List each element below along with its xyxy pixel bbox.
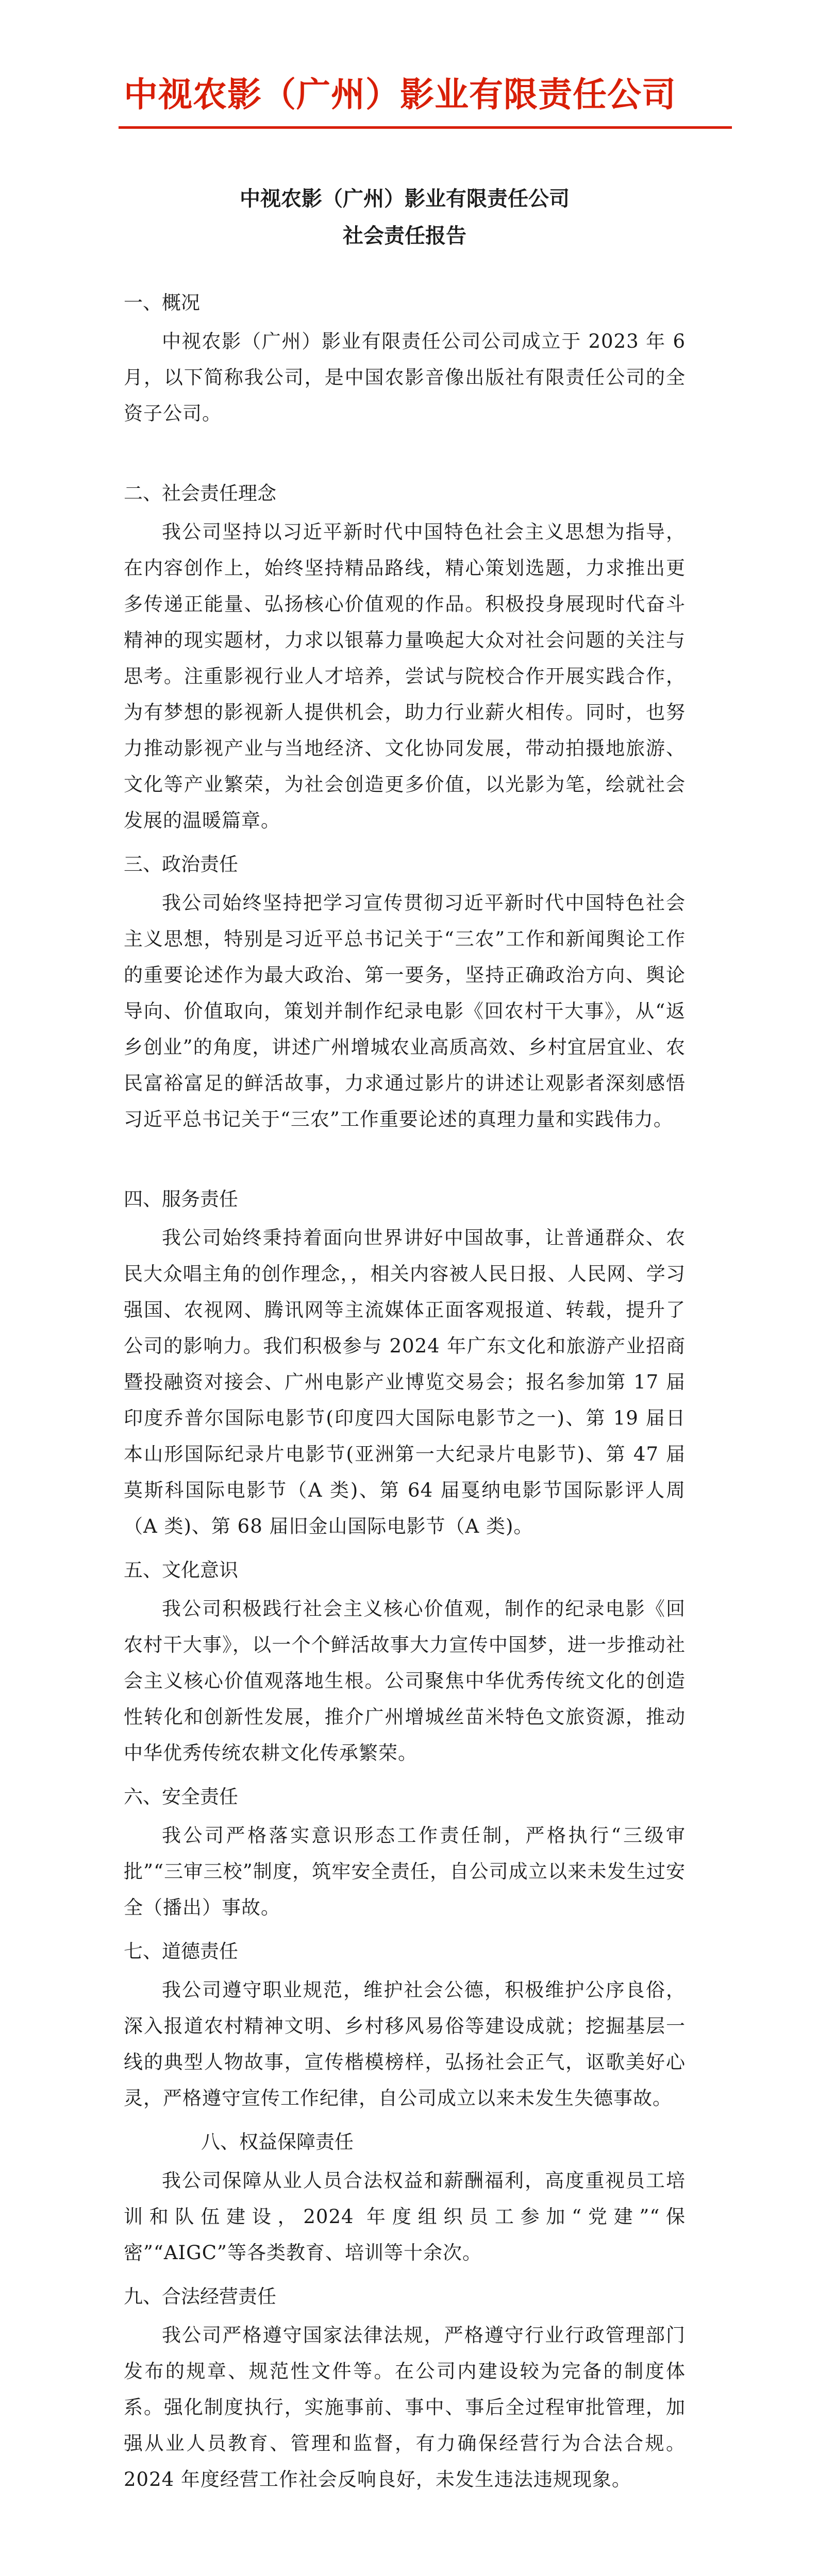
section-heading: 六、安全责任 <box>124 1786 238 1808</box>
section-paragraph: 我公司严格遵守国家法律法规，严格遵守行业行政管理部门发布的规章、规范性文件等。在公司内建设较为完备的制度体系。强化制度执行，实施事前、事中、事后全过程审批管理，加强从业人员教育、管理和监督，有力确保经营行为合法合规。2024 年度经营工作社会反响良好，未发生违法违规现象。 <box>124 2324 686 2490</box>
letterhead-company-name: 中视农影（广州）影业有限责任公司 <box>124 75 676 114</box>
section-paragraph: 中视农影（广州）影业有限责任公司公司成立于 2023 年 6 月，以下简称我公司，是中国农影音像出版社有限责任公司的全资子公司。 <box>124 330 686 425</box>
section-paragraph: 我公司严格落实意识形态工作责任制，严格执行“三级审批”“三审三校”制度，筑牢安全责任，自公司成立以来未发生过安全（播出）事故。 <box>124 1824 686 1919</box>
section-paragraph: 我公司始终秉持着面向世界讲好中国故事，让普通群众、农民大众唱主角的创作理念，，相关内容被人民日报、人民网、学习强国、农视网、腾讯网等主流媒体正面客观报道、转载，提升了公司的影响力。我们积极参与 2024 年广东文化和旅游产业招商暨投融资对接会、广州电影产业博览交易会；报名参加第 17 届印度乔普尔国际电影节(印度四大国际电影节之一)、第 19 届日本山形国际纪录片电影节(亚洲第一大纪录片电影节)、第 47 届莫斯科国际电影节（A 类)、第 64 届戛纳电影节国际影评人周（A 类)、第 68 届旧金山国际电影节（A 类)。 <box>124 1227 686 1537</box>
section-heading: 二、社会责任理念 <box>124 482 276 504</box>
section-heading: 五、文化意识 <box>124 1559 238 1581</box>
section-heading: 三、政治责任 <box>124 853 238 875</box>
report-title <box>124 180 686 255</box>
section-moral-responsibility <box>124 1934 686 2116</box>
section-heading: 四、服务责任 <box>124 1188 238 1210</box>
section-paragraph: 我公司坚持以习近平新时代中国特色社会主义思想为指导，在内容创作上，始终坚持精品路线，精心策划选题，力求推出更多传递正能量、弘扬核心价值观的作品。积极投身展现时代奋斗精神的现实题材，力求以银幕力量唤起大众对社会问题的关注与思考。注重影视行业人才培养，尝试与院校合作开展实践合作，为有梦想的影视新人提供机会，助力行业薪火相传。同时，也努力推动影视产业与当地经济、文化协同发展，带动拍摄地旅游、文化等产业繁荣，为社会创造更多价值，以光影为笔，绘就社会发展的温暖篇章。 <box>124 521 686 832</box>
section-legal-operation <box>124 2279 686 2498</box>
section-service-responsibility <box>124 1182 686 1545</box>
section-heading: 七、道德责任 <box>124 1940 238 1962</box>
section-rights-protection <box>124 2125 686 2271</box>
section-heading: 八、权益保障责任 <box>201 2131 354 2153</box>
section-heading: 一、概况 <box>124 292 200 314</box>
section-social-responsibility-philosophy <box>124 476 686 839</box>
section-paragraph: 我公司积极践行社会主义核心价值观，制作的纪录电影《回农村干大事》，以一个个鲜活故事大力宣传中国梦，进一步推动社会主义核心价值观落地生根。公司聚焦中华优秀传统文化的创造性转化和创新性发展，推介广州增城丝苗米特色文旅资源，推动中华优秀传统农耕文化传承繁荣。 <box>124 1598 686 1764</box>
section-paragraph: 我公司始终坚持把学习宣传贯彻习近平新时代中国特色社会主义思想，特别是习近平总书记关于“三农”工作和新闻舆论工作的重要论述作为最大政治、第一要务，坚持正确政治方向、舆论导向、价值取向，策划并制作纪录电影《回农村干大事》，从“返乡创业”的角度，讲述广州增城农业高质高效、乡村宜居宜业、农民富裕富足的鲜活故事，力求通过影片的讲述让观影者深刻感悟习近平总书记关于“三农”工作重要论述的真理力量和实践伟力。 <box>124 892 686 1130</box>
letterhead-red-rule <box>119 126 732 129</box>
section-heading: 九、合法经营责任 <box>124 2285 276 2308</box>
section-political-responsibility <box>124 847 686 1138</box>
section-overview <box>124 285 686 432</box>
spacer <box>124 1138 686 1174</box>
section-cultural-awareness <box>124 1553 686 1771</box>
section-paragraph: 我公司保障从业人员合法权益和薪酬福利，高度重视员工培训和队伍建设，2024 年度组织员工参加“党建”“保密”“AIGC”等各类教育、培训等十余次。 <box>124 2170 686 2264</box>
letterhead <box>0 0 818 139</box>
report-body <box>124 175 686 2576</box>
section-safety-responsibility <box>124 1780 686 1926</box>
report-title-subject: 社会责任报告 <box>343 224 466 248</box>
report-title-company: 中视农影（广州）影业有限责任公司 <box>240 187 570 211</box>
spacer <box>124 432 686 468</box>
section-paragraph: 我公司遵守职业规范，维护社会公德，积极维护公序良俗，深入报道农村精神文明、乡村移风易俗等建设成就；挖掘基层一线的典型人物故事，宣传楷模榜样，弘扬社会正气，讴歌美好心灵，严格遵守宣传工作纪律，自公司成立以来未发生失德事故。 <box>124 1979 686 2109</box>
